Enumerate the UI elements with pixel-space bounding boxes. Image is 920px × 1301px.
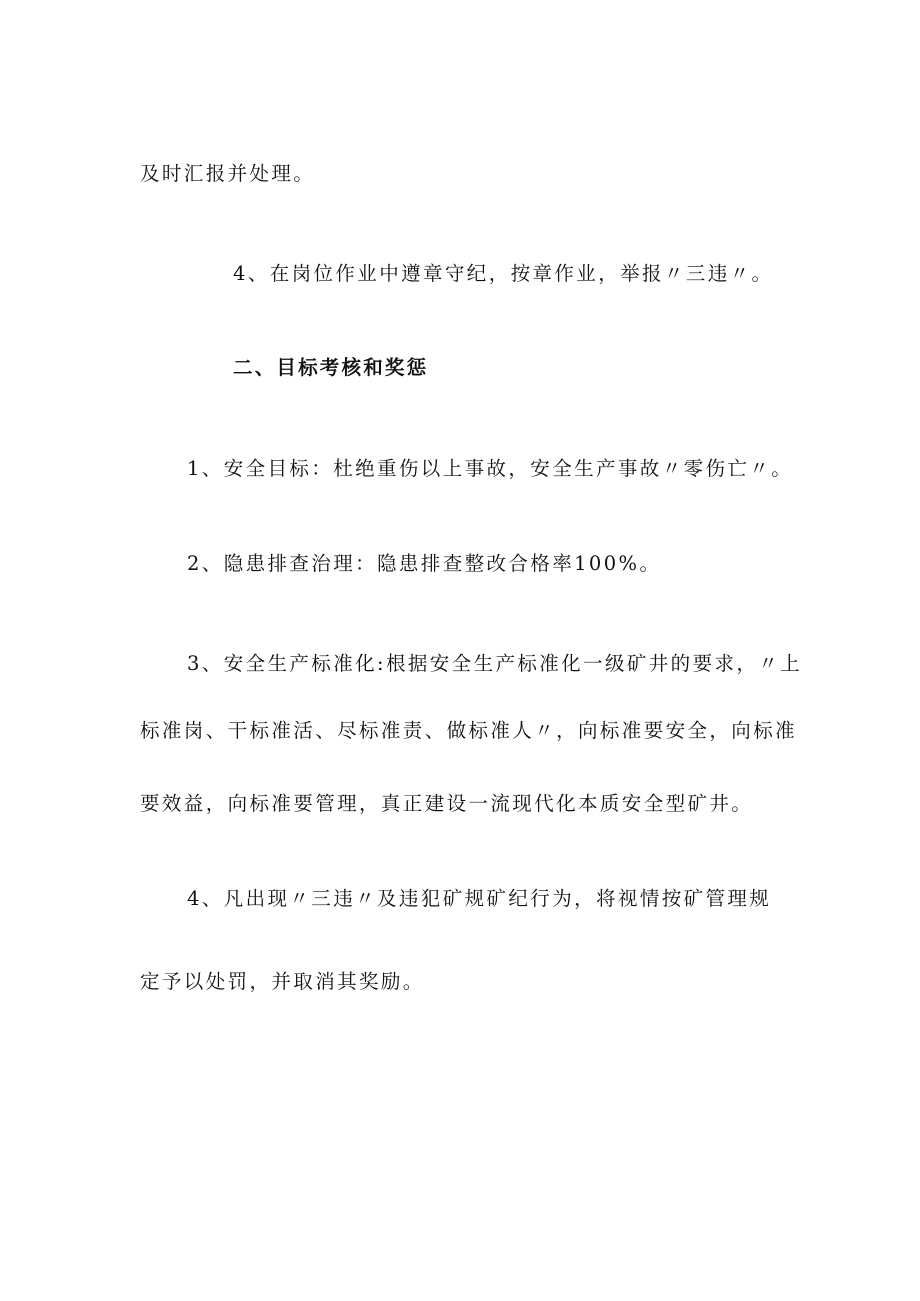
goal-item-3-line-1: 3、安全生产标准化:根据安全生产标准化一级矿井的要求，〃上 [187,652,803,675]
goal-item-1: 1、安全目标：杜绝重伤以上事故，安全生产事故〃零伤亡〃。 [187,457,794,480]
rule-item-4: 4、在岗位作业中遵章守纪，按章作业，举报〃三违〃。 [233,262,774,285]
paragraph-continuation: 及时汇报并处理。 [140,162,316,185]
section-heading: 二、目标考核和奖惩 [233,356,429,379]
goal-item-2: 2、隐患排查治理：隐患排查整改合格率100%。 [187,552,662,575]
goal-item-3-line-3: 要效益，向标准要管理，真正建设一流现代化本质安全型矿井。 [140,792,754,815]
goal-item-3-line-2: 标准岗、干标准活、尽标准责、做标准人〃，向标准要安全，向标准 [140,719,798,742]
goal-item-4-line-2: 定予以处罚，并取消其奖励。 [140,970,425,993]
goal-item-4-line-1: 4、凡出现〃三违〃及违犯矿规矿纪行为，将视情按矿管理规 [187,887,772,910]
